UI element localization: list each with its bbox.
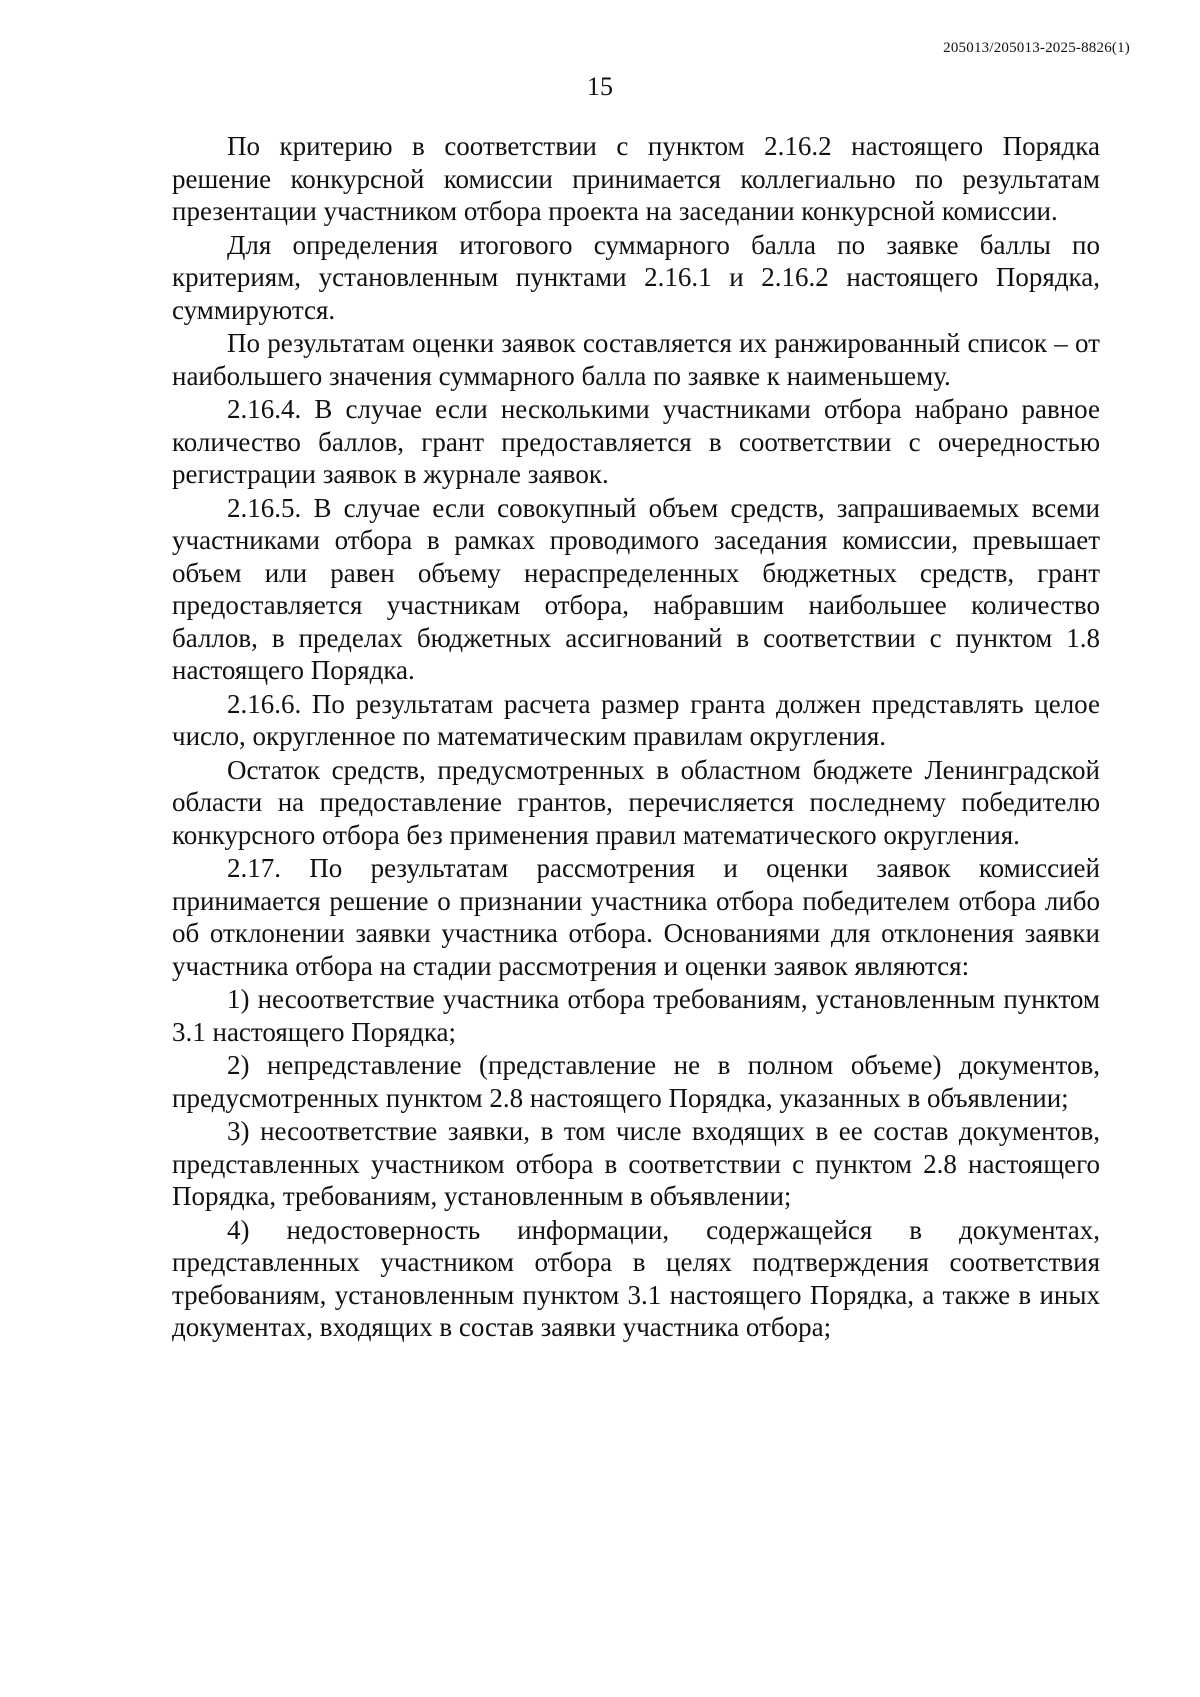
list-item: 3) несоответствие заявки, в том числе входящих в ее состав документов, представленных участником отбора в соответствии с пунктом 2.8 настоящего Порядка, требованиям, установленным в объявлении;	[172, 1116, 1100, 1211]
paragraph: По критерию в соответствии с пунктом 2.16.2 настоящего Порядка решение конкурсной комиссии принимается коллегиально по результатам презентации участником отбора проекта на заседании конкурсной комиссии.	[172, 131, 1100, 226]
list-item: 4) недостоверность информации, содержащейся в документах, представленных участником отбора в целях подтверждения соответствия требованиям, установленным пунктом 3.1 настоящего Порядка, а также в иных документах, входящих в состав заявки участника отбора;	[172, 1214, 1100, 1342]
list-item: 2) непредставление (представление не в полном объеме) документов, предусмотренных пунктом 2.8 настоящего Порядка, указанных в объявлении;	[172, 1050, 1100, 1113]
paragraph: 2.17. По результатам рассмотрения и оценки заявок комиссией принимается решение о признании участника отбора победителем отбора либо об отклонении заявки участника отбора. Основаниями для отклонения заявки участника отбора на стадии рассмотрения и оценки заявок являются:	[172, 853, 1100, 981]
paragraph: 2.16.6. По результатам расчета размер гранта должен представлять целое число, округленное по математическим правилам округления.	[172, 688, 1100, 751]
list-item: 1) несоответствие участника отбора требованиям, установленным пунктом 3.1 настоящего Порядка;	[172, 984, 1100, 1047]
document-id: 205013/205013-2025-8826(1)	[943, 40, 1130, 56]
page-number: 15	[587, 72, 613, 101]
paragraph: 2.16.4. В случае если несколькими участниками отбора набрано равное количество баллов, грант предоставляется в соответствии с очередностью регистрации заявок в журнале заявок.	[172, 394, 1100, 489]
paragraph: По результатам оценки заявок составляется их ранжированный список – от наибольшего значения суммарного балла по заявке к наименьшему.	[172, 328, 1100, 391]
paragraph: Остаток средств, предусмотренных в областном бюджете Ленинградской области на предоставление грантов, перечисляется последнему победителю конкурсного отбора без применения правил математического округления.	[172, 754, 1100, 850]
paragraph: Для определения итогового суммарного балла по заявке баллы по критериям, установленным пунктами 2.16.1 и 2.16.2 настоящего Порядка, суммируются.	[172, 229, 1100, 325]
paragraph: 2.16.5. В случае если совокупный объем средств, запрашиваемых всеми участниками отбора в рамках проводимого заседания комиссии, превышает объем или равен объему нераспределенных бюджетных средств, грант предоставляется участникам отбора, набравшим наибольшее количество баллов, в пределах бюджетных ассигнований в соответствии с пунктом 1.8 настоящего Порядка.	[172, 492, 1100, 685]
document-body	[172, 130, 1100, 1345]
